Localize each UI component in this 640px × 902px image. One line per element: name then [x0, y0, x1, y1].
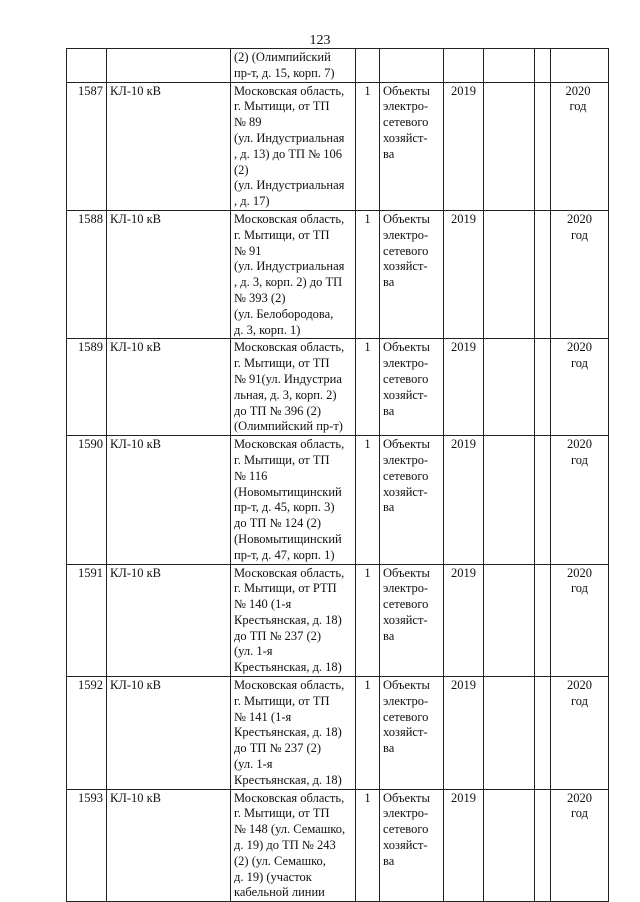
cell-year: 2019 — [444, 436, 484, 564]
cell-end-year — [551, 49, 609, 83]
cell-qty: 1 — [356, 82, 380, 210]
cell-qty: 1 — [356, 210, 380, 338]
cell-category: Объекты электро- сетевого хозяйст- ва — [380, 789, 444, 902]
cell-year: 2019 — [444, 677, 484, 790]
page-number: 123 — [309, 33, 331, 48]
cell-category: Объекты электро- сетевого хозяйст- ва — [380, 564, 444, 677]
cell-empty-a — [484, 339, 535, 436]
cell-name: КЛ-10 кВ — [107, 564, 231, 677]
cell-end-year: 2020 год — [551, 789, 609, 902]
cell-year: 2019 — [444, 82, 484, 210]
cell-qty: 1 — [356, 339, 380, 436]
table-row — [67, 210, 609, 338]
cell-name: КЛ-10 кВ — [107, 677, 231, 790]
cell-qty: 1 — [356, 436, 380, 564]
cell-name — [107, 49, 231, 83]
cell-year: 2019 — [444, 339, 484, 436]
cell-end-year: 2020 год — [551, 82, 609, 210]
cell-year: 2019 — [444, 564, 484, 677]
cell-qty: 1 — [356, 677, 380, 790]
cell-name: КЛ-10 кВ — [107, 210, 231, 338]
cell-num: 1587 — [67, 82, 107, 210]
cell-category: Объекты электро- сетевого хозяйст- ва — [380, 82, 444, 210]
cell-end-year: 2020 год — [551, 339, 609, 436]
cell-qty: 1 — [356, 564, 380, 677]
cell-end-year: 2020 год — [551, 564, 609, 677]
cell-empty-b — [535, 339, 551, 436]
cell-year — [444, 49, 484, 83]
cell-num: 1591 — [67, 564, 107, 677]
cell-description: Московская область, г. Мытищи, от ТП № 91(ул. Индустриа льная, д. 3, корп. 2) до ТП № 396 (2) (Олимпийский пр-т) — [231, 339, 356, 436]
cell-num — [67, 49, 107, 83]
cell-description: Московская область, г. Мытищи, от РТП № 140 (1-я Крестьянская, д. 18) до ТП № 237 (2) (ул. 1-я Крестьянская, д. 18) — [231, 564, 356, 677]
cell-description: Московская область, г. Мытищи, от ТП № 89 (ул. Индустриальная , д. 13) до ТП № 106 (2) (ул. Индустриальная , д. 17) — [231, 82, 356, 210]
cell-qty — [356, 49, 380, 83]
cell-empty-b — [535, 436, 551, 564]
cell-category: Объекты электро- сетевого хозяйст- ва — [380, 339, 444, 436]
cell-end-year: 2020 год — [551, 677, 609, 790]
cell-empty-a — [484, 789, 535, 902]
cell-description: Московская область, г. Мытищи, от ТП № 91 (ул. Индустриальная , д. 3, корп. 2) до ТП № 393 (2) (ул. Белобородова, д. 3, корп. 1) — [231, 210, 356, 338]
cell-empty-a — [484, 436, 535, 564]
cell-category: Объекты электро- сетевого хозяйст- ва — [380, 677, 444, 790]
cell-num: 1593 — [67, 789, 107, 902]
cell-empty-a — [484, 82, 535, 210]
table-row — [67, 339, 609, 436]
table-row — [67, 436, 609, 564]
cell-empty-a — [484, 49, 535, 83]
cell-description: Московская область, г. Мытищи, от ТП № 141 (1-я Крестьянская, д. 18) до ТП № 237 (2) (ул. 1-я Крестьянская, д. 18) — [231, 677, 356, 790]
table-row — [67, 564, 609, 677]
table-row-continuation — [67, 49, 609, 83]
table-row — [67, 789, 609, 902]
cell-num: 1590 — [67, 436, 107, 564]
cell-name: КЛ-10 кВ — [107, 789, 231, 902]
cell-name: КЛ-10 кВ — [107, 436, 231, 564]
cell-description: Московская область, г. Мытищи, от ТП № 116 (Новомытищинский пр-т, д. 45, корп. 3) до ТП № 124 (2) (Новомытищинский пр-т, д. 47, корп. 1) — [231, 436, 356, 564]
table-row — [67, 82, 609, 210]
cell-category: Объекты электро- сетевого хозяйст- ва — [380, 436, 444, 564]
cell-num: 1592 — [67, 677, 107, 790]
cell-empty-a — [484, 564, 535, 677]
registry-table — [66, 48, 609, 902]
cell-year: 2019 — [444, 789, 484, 902]
cell-empty-b — [535, 564, 551, 677]
cell-description: Московская область, г. Мытищи, от ТП № 148 (ул. Семашко, д. 19) до ТП № 243 (2) (ул. Семашко, д. 19) (участок кабельной линии — [231, 789, 356, 902]
cell-empty-b — [535, 210, 551, 338]
cell-category — [380, 49, 444, 83]
cell-name: КЛ-10 кВ — [107, 339, 231, 436]
cell-empty-b — [535, 677, 551, 790]
cell-end-year: 2020 год — [551, 436, 609, 564]
cell-empty-b — [535, 49, 551, 83]
cell-name: КЛ-10 кВ — [107, 82, 231, 210]
cell-empty-b — [535, 789, 551, 902]
cell-empty-b — [535, 82, 551, 210]
cell-empty-a — [484, 210, 535, 338]
cell-end-year: 2020 год — [551, 210, 609, 338]
cell-category: Объекты электро- сетевого хозяйст- ва — [380, 210, 444, 338]
cell-year: 2019 — [444, 210, 484, 338]
cell-qty: 1 — [356, 789, 380, 902]
cell-empty-a — [484, 677, 535, 790]
cell-description: (2) (Олимпийский пр-т, д. 15, корп. 7) — [231, 49, 356, 83]
table-row — [67, 677, 609, 790]
cell-num: 1589 — [67, 339, 107, 436]
cell-num: 1588 — [67, 210, 107, 338]
